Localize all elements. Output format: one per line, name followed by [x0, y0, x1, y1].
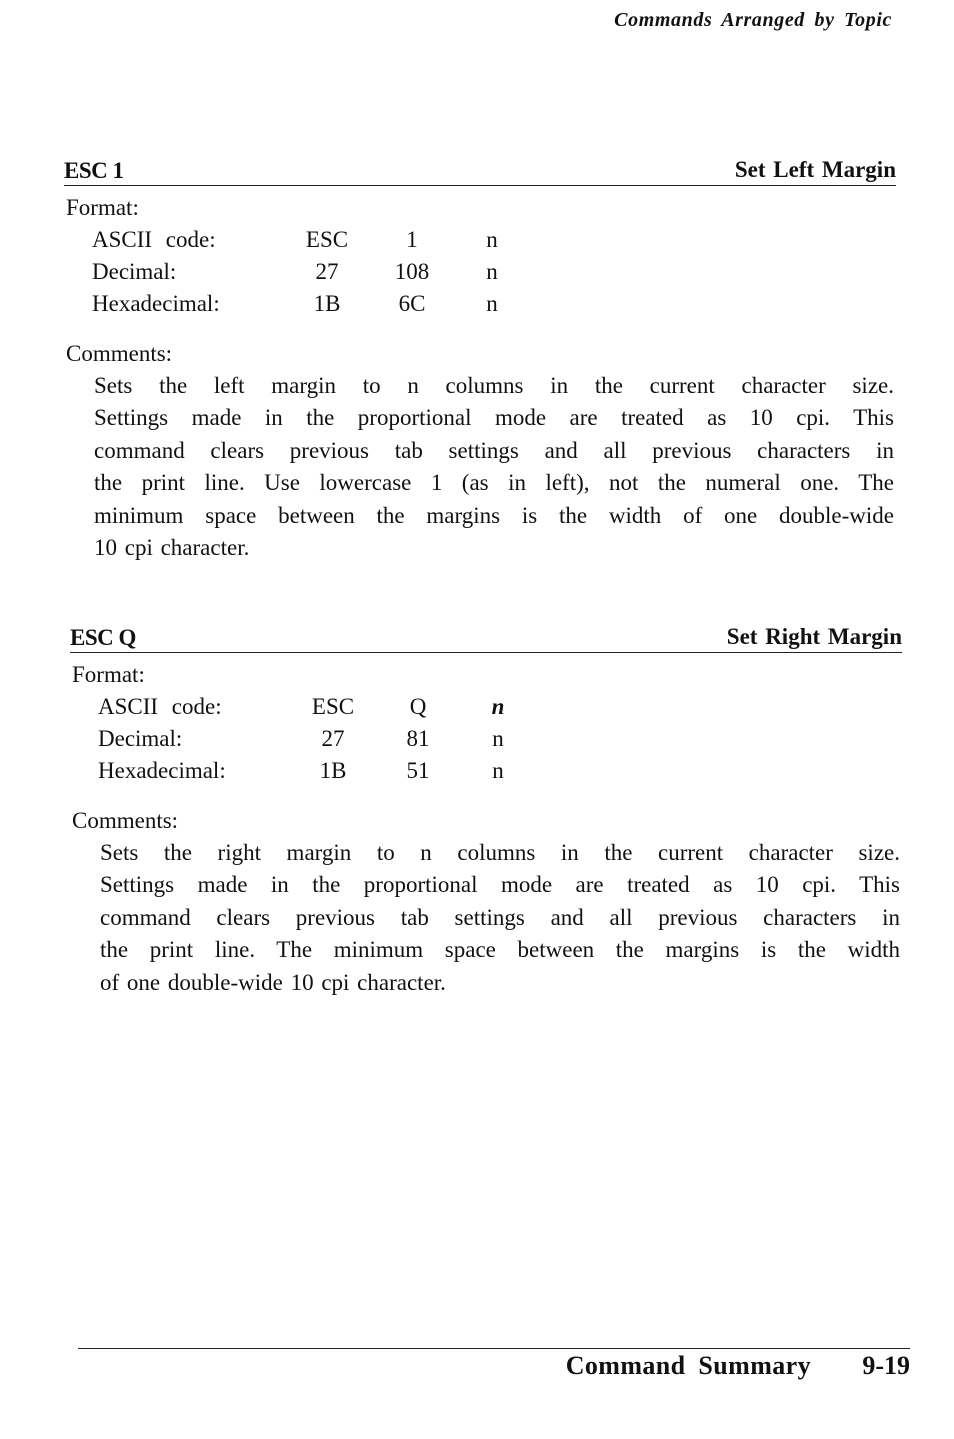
- code-cell: n: [486, 291, 498, 316]
- code-cell: 108: [394, 259, 430, 284]
- command-title: Set Right Margin: [726, 624, 902, 649]
- code-cell: Q: [409, 694, 427, 719]
- row-label: Decimal:: [92, 259, 177, 284]
- command-title: Set Left Margin: [734, 157, 896, 182]
- comments-label: Comments:: [72, 808, 179, 833]
- comment-line: Sets the left margin to n columns in the current character size.: [94, 373, 894, 398]
- section-header: [64, 154, 896, 186]
- row-label: Hexadecimal:: [98, 758, 226, 783]
- row-label: Decimal:: [98, 726, 183, 751]
- code-cell: 51: [406, 758, 430, 783]
- comment-line: Settings made in the proportional mode are treated as 10 cpi. This: [94, 405, 894, 431]
- code-cell: 1B: [313, 291, 341, 316]
- code-cell: ESC: [311, 694, 355, 719]
- comment-line: Sets the right margin to n columns in the current character size.: [100, 840, 900, 865]
- code-cell: 1: [406, 227, 418, 252]
- code-cell: n: [486, 227, 498, 252]
- comment-line: 10 cpi character.: [94, 535, 250, 561]
- format-label: Format:: [72, 662, 145, 687]
- comment-line: minimum space between the margins is the width of one double-wide: [94, 502, 894, 528]
- running-head: Commands Arranged by Topic: [614, 9, 892, 31]
- format-row-hexadecimal: [98, 755, 528, 787]
- code-cell: 27: [315, 259, 339, 284]
- format-row-decimal: [92, 256, 522, 288]
- format-label: Format:: [66, 195, 139, 220]
- comment-text: [94, 370, 894, 564]
- code-cell: n: [492, 758, 504, 783]
- footer-rule: [78, 1348, 910, 1349]
- code-cell: n: [486, 259, 498, 284]
- comment-line: Settings made in the proportional mode are treated as 10 cpi. This: [100, 872, 900, 898]
- comment-line: of one double-wide 10 cpi character.: [100, 969, 446, 995]
- footer-title: Command Summary: [565, 1351, 811, 1380]
- comment-line: command clears previous tab settings and all previous characters in: [100, 904, 900, 930]
- command-name: ESC 1: [64, 158, 124, 183]
- format-table: [98, 691, 528, 787]
- command-section-esc-1: [64, 154, 896, 564]
- format-table: [92, 224, 522, 320]
- comment-line: the print line. The minimum space between the margins is the width: [100, 937, 900, 963]
- code-cell: n: [491, 694, 505, 719]
- row-label: Hexadecimal:: [92, 291, 220, 316]
- code-cell: 81: [406, 726, 430, 751]
- format-row-ascii: [92, 224, 522, 256]
- format-row-decimal: [98, 723, 528, 755]
- section-header: [70, 621, 902, 653]
- code-cell: n: [492, 726, 504, 751]
- command-name: ESC Q: [70, 625, 136, 650]
- comment-text: [100, 837, 900, 999]
- comment-line: the print line. Use lowercase 1 (as in left), not the numeral one. The: [94, 470, 894, 496]
- comment-line: command clears previous tab settings and all previous characters in: [94, 437, 894, 463]
- code-cell: 1B: [319, 758, 347, 783]
- row-label: ASCII code:: [92, 227, 216, 252]
- row-label: ASCII code:: [98, 694, 222, 719]
- code-cell: 6C: [398, 291, 426, 316]
- comments-label: Comments:: [66, 341, 173, 366]
- code-cell: 27: [321, 726, 345, 751]
- format-row-hexadecimal: [92, 288, 522, 320]
- format-row-ascii: [98, 691, 528, 723]
- code-cell: ESC: [305, 227, 349, 252]
- command-section-esc-q: [70, 621, 902, 999]
- page-number: 9-19: [862, 1351, 910, 1380]
